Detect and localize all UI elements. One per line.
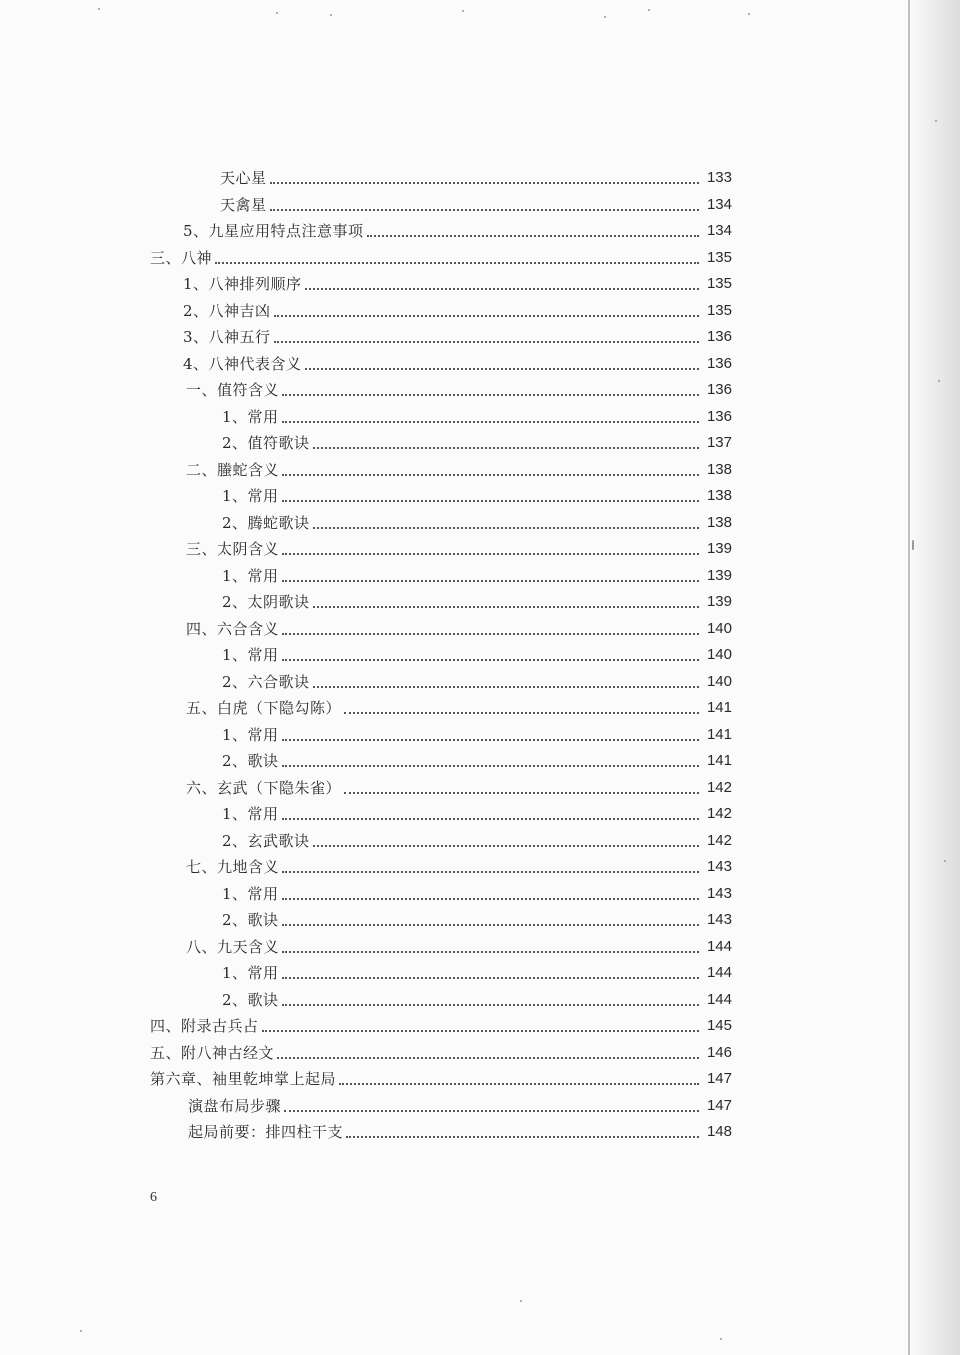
toc-entry-label: 1、八神排列顺序 xyxy=(183,275,302,293)
toc-entry-page: 134 xyxy=(706,195,732,213)
scan-speck xyxy=(330,14,332,16)
toc-leader-dots xyxy=(270,209,699,211)
toc-entry-label: 2、值符歌诀 xyxy=(222,434,310,452)
toc-entry[interactable] xyxy=(222,586,732,612)
toc-leader-dots xyxy=(313,845,699,847)
toc-entry-label: 天心星 xyxy=(220,169,267,187)
toc-entry-label: 1、常用 xyxy=(222,964,279,982)
toc-entry-label: 三、八神 xyxy=(150,248,213,267)
scan-speck xyxy=(648,9,650,11)
toc-entry-label: 七、九地含义 xyxy=(186,858,280,876)
toc-entry-label: 八、九天含义 xyxy=(186,937,280,956)
toc-entry[interactable] xyxy=(220,189,732,215)
toc-entry-page: 140 xyxy=(706,619,732,637)
toc-entry[interactable] xyxy=(150,1037,732,1063)
toc-entry-page: 135 xyxy=(706,301,732,319)
toc-entry-label: 1、常用 xyxy=(222,725,279,744)
toc-entry[interactable] xyxy=(186,533,732,559)
toc-entry-page: 145 xyxy=(706,1017,732,1034)
scan-speck xyxy=(520,1300,522,1302)
toc-leader-dots xyxy=(277,1057,699,1059)
scan-speck xyxy=(720,1338,722,1340)
toc-entry-label: 1、常用 xyxy=(222,646,279,664)
toc-entry-label: 1、常用 xyxy=(222,566,279,585)
toc-entry-label: 二、螣蛇含义 xyxy=(186,460,280,479)
toc-entry[interactable] xyxy=(222,984,732,1010)
toc-entry-page: 138 xyxy=(706,487,732,504)
toc-leader-dots xyxy=(305,288,699,290)
toc-entry-label: 2、歌诀 xyxy=(222,752,279,770)
toc-leader-dots xyxy=(282,659,699,661)
toc-entry[interactable] xyxy=(222,560,732,586)
toc-entry[interactable] xyxy=(186,374,732,400)
toc-entry[interactable] xyxy=(222,719,732,745)
toc-entry-label: 1、常用 xyxy=(222,407,279,426)
toc-entry[interactable] xyxy=(183,268,732,294)
scan-edge-line xyxy=(908,0,910,1355)
scan-speck xyxy=(462,10,464,12)
toc-entry-page: 142 xyxy=(706,831,732,849)
toc-entry-label: 三、太阴含义 xyxy=(186,540,280,558)
toc-entry-label: 四、附录古兵占 xyxy=(150,1017,259,1035)
toc-entry[interactable] xyxy=(222,904,732,930)
toc-entry[interactable] xyxy=(222,480,732,506)
toc-entry-page: 147 xyxy=(706,1096,732,1114)
scan-speck xyxy=(80,1330,82,1332)
toc-entry[interactable] xyxy=(186,851,732,877)
toc-entry[interactable] xyxy=(183,215,732,241)
toc-leader-dots xyxy=(313,447,699,449)
toc-entry-label: 2、太阴歌诀 xyxy=(222,593,310,611)
toc-entry[interactable] xyxy=(222,957,732,983)
toc-entry-page: 144 xyxy=(706,937,732,955)
toc-entry-page: 143 xyxy=(706,858,732,875)
toc-entry-page: 148 xyxy=(706,1123,732,1140)
toc-entry[interactable] xyxy=(222,507,732,533)
toc-entry-page: 136 xyxy=(706,354,732,372)
scan-speck xyxy=(98,8,100,10)
toc-entry-label: 2、腾蛇歌诀 xyxy=(222,513,310,532)
toc-entry[interactable] xyxy=(186,931,732,957)
toc-entry[interactable] xyxy=(150,242,732,268)
toc-leader-dots xyxy=(215,262,699,264)
toc-entry-label: 1、常用 xyxy=(222,884,279,903)
toc-entry[interactable] xyxy=(186,772,732,798)
toc-leader-dots xyxy=(282,394,699,396)
toc-leader-dots xyxy=(282,818,699,820)
toc-entry-page: 139 xyxy=(706,540,732,557)
page-number: 6 xyxy=(150,1190,157,1205)
toc-entry[interactable] xyxy=(183,295,732,321)
toc-entry-page: 141 xyxy=(706,752,732,769)
toc-entry-label: 2、六合歌诀 xyxy=(222,672,310,691)
toc-entry-label: 2、玄武歌诀 xyxy=(222,831,310,850)
toc-leader-dots xyxy=(282,553,699,555)
scan-speck xyxy=(276,12,278,14)
scan-speck xyxy=(944,860,946,862)
toc-entry[interactable] xyxy=(186,454,732,480)
scan-speck xyxy=(912,540,914,550)
toc-leader-dots xyxy=(274,341,699,343)
toc-entry[interactable] xyxy=(183,348,732,374)
toc-leader-dots xyxy=(282,871,699,873)
toc-entry-page: 133 xyxy=(706,169,732,186)
toc-leader-dots xyxy=(270,182,699,184)
toc-entry[interactable] xyxy=(222,745,732,771)
toc-entry-page: 135 xyxy=(706,275,732,292)
toc-entry[interactable] xyxy=(188,1116,732,1142)
toc-entry[interactable] xyxy=(222,666,732,692)
toc-entry[interactable] xyxy=(183,321,732,347)
toc-entry-label: 六、玄武（下隐朱雀） xyxy=(186,778,342,797)
toc-entry[interactable] xyxy=(222,401,732,427)
toc-entry-page: 142 xyxy=(706,805,732,822)
toc-leader-dots xyxy=(262,1030,699,1032)
toc-entry-page: 139 xyxy=(706,593,732,610)
toc-leader-dots xyxy=(282,580,699,582)
toc-entry-label: 4、八神代表含义 xyxy=(183,354,302,373)
toc-entry-page: 143 xyxy=(706,911,732,928)
toc-leader-dots xyxy=(282,474,699,476)
toc-leader-dots xyxy=(313,686,699,688)
toc-leader-dots xyxy=(305,368,699,370)
toc-entry-page: 137 xyxy=(706,434,732,451)
toc-entry-page: 136 xyxy=(706,407,732,425)
toc-entry[interactable] xyxy=(186,613,732,639)
toc-entry-label: 5、九星应用特点注意事项 xyxy=(183,222,364,240)
toc-entry-label: 一、值符含义 xyxy=(186,381,280,399)
toc-entry-page: 142 xyxy=(706,778,732,796)
scan-edge-shadow xyxy=(908,0,960,1355)
toc-leader-dots xyxy=(282,977,699,979)
toc-entry-page: 134 xyxy=(706,222,732,239)
toc-entry-page: 138 xyxy=(706,460,732,478)
toc-entry-page: 136 xyxy=(706,328,732,345)
toc-entry-label: 第六章、袖里乾坤掌上起局 xyxy=(150,1070,337,1088)
toc-leader-dots xyxy=(313,606,699,608)
toc-leader-dots xyxy=(282,951,699,953)
toc-entry-page: 144 xyxy=(706,990,732,1008)
toc-entry-label: 1、常用 xyxy=(222,805,279,823)
toc-leader-dots xyxy=(339,1083,699,1085)
toc-leader-dots xyxy=(282,421,699,423)
toc-entry[interactable] xyxy=(220,162,732,188)
toc-entry-page: 136 xyxy=(706,381,732,398)
toc-entry-page: 143 xyxy=(706,884,732,902)
toc-leader-dots xyxy=(284,1110,699,1112)
toc-leader-dots xyxy=(282,924,699,926)
toc-entry[interactable] xyxy=(222,639,732,665)
toc-entry-label: 2、歌诀 xyxy=(222,990,279,1009)
toc-entry-label: 3、八神五行 xyxy=(183,328,271,346)
toc-entry-label: 天禽星 xyxy=(220,195,267,214)
toc-leader-dots xyxy=(274,315,699,317)
toc-leader-dots xyxy=(282,765,699,767)
toc-leader-dots xyxy=(313,527,699,529)
toc-entry[interactable] xyxy=(222,427,732,453)
toc-entry[interactable] xyxy=(150,1063,732,1089)
toc-leader-dots xyxy=(344,792,699,794)
scan-speck xyxy=(604,16,606,18)
toc-entry-label: 1、常用 xyxy=(222,487,279,505)
toc-entry-label: 五、白虎（下隐勾陈） xyxy=(186,699,342,717)
toc-entry-page: 141 xyxy=(706,699,732,716)
toc-leader-dots xyxy=(282,898,699,900)
toc-leader-dots xyxy=(346,1136,699,1138)
toc-entry[interactable] xyxy=(222,798,732,824)
toc-leader-dots xyxy=(282,500,699,502)
toc-entry[interactable] xyxy=(222,825,732,851)
scan-speck xyxy=(935,120,937,122)
toc-entry-label: 五、附八神古经文 xyxy=(150,1043,275,1062)
toc-entry-label: 四、六合含义 xyxy=(186,619,280,638)
toc-entry-label: 2、歌诀 xyxy=(222,911,279,929)
toc-entry-page: 141 xyxy=(706,725,732,743)
toc-entry-page: 147 xyxy=(706,1070,732,1087)
toc-entry-page: 138 xyxy=(706,513,732,531)
toc-entry[interactable] xyxy=(222,878,732,904)
toc-entry-page: 140 xyxy=(706,646,732,663)
toc-leader-dots xyxy=(282,633,699,635)
toc-leader-dots xyxy=(282,1004,699,1006)
scan-speck xyxy=(938,380,940,382)
toc-entry-page: 146 xyxy=(706,1043,732,1061)
toc-entry-page: 139 xyxy=(706,566,732,584)
toc-leader-dots xyxy=(344,712,699,714)
toc-entry[interactable] xyxy=(186,692,732,718)
toc-leader-dots xyxy=(282,739,699,741)
toc-entry-page: 140 xyxy=(706,672,732,690)
toc-entry-page: 135 xyxy=(706,248,732,266)
toc-entry[interactable] xyxy=(150,1010,732,1036)
toc-entry[interactable] xyxy=(188,1090,732,1116)
toc-entry-label: 演盘布局步骤 xyxy=(188,1096,282,1115)
toc-entry-label: 起局前要：排四柱干支 xyxy=(188,1123,344,1141)
scan-speck xyxy=(748,13,750,15)
toc-leader-dots xyxy=(367,235,699,237)
toc-entry-label: 2、八神吉凶 xyxy=(183,301,271,320)
toc-entry-page: 144 xyxy=(706,964,732,981)
